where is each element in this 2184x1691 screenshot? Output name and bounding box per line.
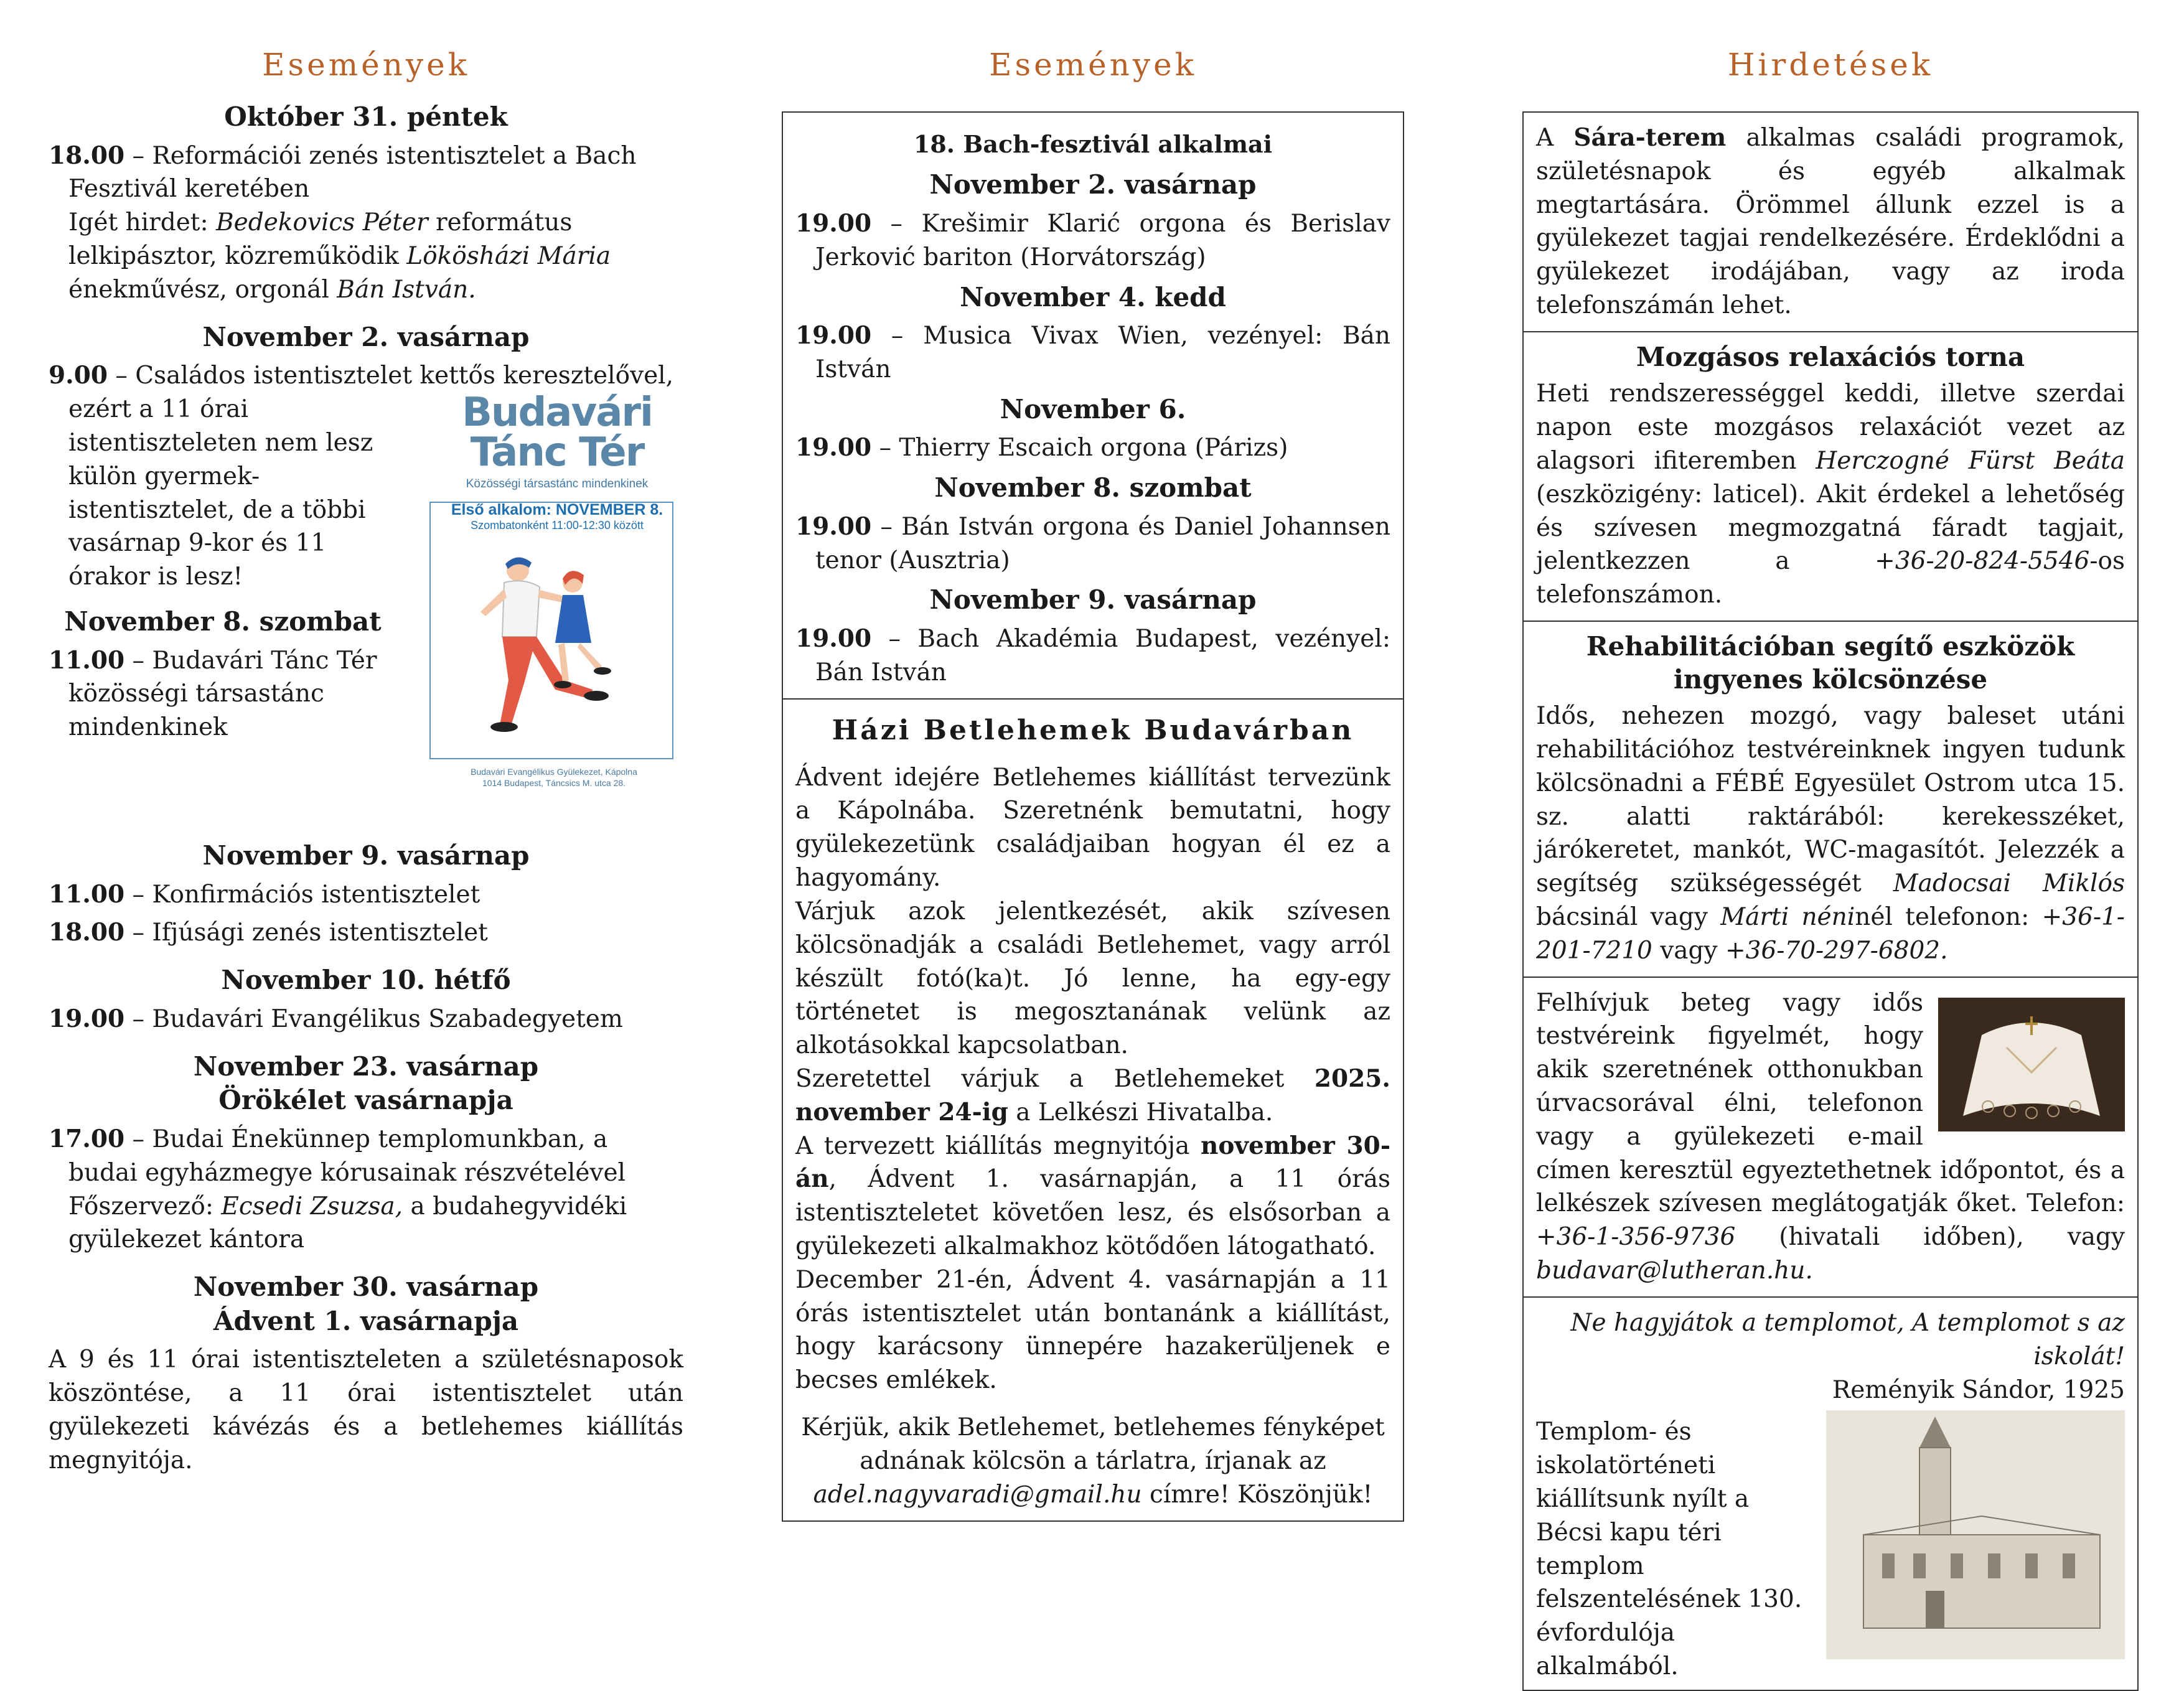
paragraph: December 21-én, Ádvent 4. vasárnapján a 11 órás istentisztelet után bontanánk a kiállítást, hogy karácsony ünnepére hazakerüljenek e becses emlékek. [795,1265,1390,1395]
event-entry: 19.00 – Krešimir Klarić orgona és Berislav Jerković bariton (Horvátország) [795,208,1391,271]
church-building [1863,1535,2100,1628]
events-column-middle [782,44,1404,1522]
person: Herczogné Fürst Beáta [1816,447,2125,475]
event-time: 11.00 [49,879,125,909]
event-time: 19.00 [795,208,872,238]
day-heading: November 9. vasárnap [202,840,530,871]
opening-date: november 30-án [795,1131,1390,1194]
events-column-left [49,44,683,1478]
event-paragraph: A 9 és 11 órai istentiszteleten a születésnaposok köszöntése, a 11 órai istentisztelet után gyülekezeti kávézás és a betlehemes kiállítás megnyitója. [49,1346,683,1474]
quote [1536,1306,2125,1374]
email-link[interactable]: adel.nagyvaradi@gmail.hu [813,1480,1142,1509]
event-entry [49,139,683,307]
poster-time: Szombatonként 11:00-12:30 között [471,518,644,532]
poster-footer [417,766,691,789]
event-person: Lökösházi Mária [406,242,611,271]
text: vagy [1652,936,1725,965]
quote-text: Ne hagyjátok a templomot, A templomot s az iskolát! [1570,1308,2125,1370]
text: A tervezett kiállítás megnyitója [795,1131,1201,1160]
day-heading: November 4. kedd [960,281,1226,312]
event-text: Családos istentisztelet kettős keresztelővel, [135,362,674,390]
event-entry [49,359,683,393]
event-time: 18.00 [49,918,125,947]
day-heading [49,1050,683,1118]
event-time: 19.00 [795,624,872,653]
event-text: Bán István orgona és Daniel Johannsen tenor (Ausztria) [815,512,1390,574]
dance-section [49,390,683,825]
dance-text [49,393,397,749]
window [2063,1553,2075,1578]
event-person: Bán István. [337,275,476,304]
event-dash: – [124,1005,152,1033]
communion-section [1524,977,2137,1296]
heading-line: Rehabilitációban segítő eszközök [1586,631,2075,662]
paragraph [1536,121,2125,322]
event-detail: a budahegyvidéki gyülekezet kántora [68,1192,627,1254]
person: Madocsai Miklós [1893,869,2125,898]
poster-title: Budavári Tánc Tér [462,390,652,476]
event-text: Ifjúsági zenés istentisztelet [152,919,488,947]
text: a Lelkészi Hivatalba. [1008,1098,1273,1127]
text: -os telefonszámon. [1536,547,2125,609]
man-trousers-left [500,637,537,724]
paragraph [795,1411,1390,1511]
window [1951,1553,1963,1578]
event-time: 17.00 [49,1124,125,1153]
communion-cloth-photo [1938,998,2125,1131]
phone: +36-1-356-9736 [1536,1223,1736,1252]
event-time: 19.00 [795,433,872,462]
poster-footer-line: 1014 Budapest, Táncsics M. utca 28. [482,778,626,789]
dancers-illustration [431,503,672,758]
event-entry [49,916,683,950]
day-date: November 23. vasárnap [193,1051,539,1082]
day-heading: Október 31. péntek [224,101,508,132]
event-detail: énekművész, orgonál [68,275,337,304]
event-text: Budavári Tánc Tér közösségi társastánc mindenkinek [68,646,377,742]
event-entry [49,1003,683,1036]
paragraph: Templom- és iskolatörténeti kiállítsunk nyílt a Bécsi kapu téri templom felszentelésének 130. évfordulója alkalmából. [1536,1418,1802,1680]
event-time: 19.00 [795,321,872,350]
section-heading: Mozgásos relaxációs torna [1636,341,2025,372]
events-box [782,111,1404,1522]
paragraph [1536,377,2125,612]
event-time: 11.00 [49,645,125,675]
poster-subtitle: Közösségi társastánc mindenkinek [466,477,649,491]
section-heading [1536,630,2125,696]
event-text: Reformációi zenés istentisztelet a Bach Fesztivál keretében [68,141,637,204]
paragraph: Ádvent idejére Betlehemes kiállítást tervezünk a Kápolnába. Szeretnénk bemutatni, hogy gyülekezetünk családjaiban hogyan él ez a hagyomány. [795,763,1390,892]
event-dash: – [124,880,152,909]
event-dash: – [124,646,152,675]
section-heading: 18. Bach-fesztivál alkalmai [913,130,1273,158]
email-link[interactable]: budavar@lutheran.hu. [1536,1257,1813,1285]
event-dash: – [124,141,152,170]
dance-poster [417,390,697,822]
event-text: Thierry Escaich orgona (Párizs) [899,434,1288,462]
event-text: Krešimir Klarić orgona és Berislav Jerković bariton (Horvátország) [815,209,1391,271]
woman-dress [555,595,591,643]
day-heading: November 10. hétfő [221,965,511,996]
man-shoe [490,722,518,732]
event-text: Musica Vivax Wien, vezényel: Bán István [815,322,1391,384]
day-heading [49,1270,683,1338]
column-title: Hirdetések [1727,47,1934,83]
paragraph: Várjuk azok jelentkezését, akik szívesen kölcsönadják a családi Betlehemet, vagy arról készült fotó(ka)t. Jó lenne, ha egy-egy történetet is megosztanának velünk az alkotásokkal kapcsolatban. [795,897,1390,1060]
text: Kérjük, akik Betlehemet, betlehemes fényképet adnának kölcsön a tárlatra, írjanak az [801,1413,1385,1475]
rehab-section [1524,621,2137,977]
phone: +36-1-201-7210 [1536,902,2125,965]
man-arm [538,590,565,602]
poster-footer-line: Budavári Evangélikus Gyülekezet, Kápolna [471,767,637,777]
day-heading: November 6. [1000,393,1186,424]
event-person: Ecsedi Zsuzsa, [221,1192,403,1220]
announcements-box [1522,111,2139,1691]
event-entry [49,644,397,744]
relaxation-section [1524,331,2137,621]
event-entry: 19.00 – Musica Vivax Wien, vezényel: Bán István [795,321,1391,384]
text: nél telefonon: [1855,902,2042,931]
text: alkalmas családi programok, születésnapok és egyéb alkalmak megtartására. Örömmel állunk ezzel is a gyülekezet tagjai rendelkezésére. Érdeklődni a gyülekezet irodájában, vagy az iroda telefonszámán lehet. [1536,124,2125,320]
person: Márti néni [1720,902,1855,931]
day-subtitle: Ádvent 1. vasárnapja [213,1305,519,1336]
day-heading: November 9. vasárnap [929,584,1257,616]
announcements-column [1522,44,2139,1691]
paragraph [795,1062,1390,1130]
bach-festival-section [783,113,1403,698]
text: (eszközigény: laticel). Akit érdekel a lehetőség és szívesen megmozgatná fáradt tagjait, jelentkezzen a [1536,480,2125,576]
man-shoe-2 [584,691,609,701]
text: , Ádvent 1. vasárnapján, a 11 órás istentiszteletet követően lesz, és elsősorban a gyülekezeti alkalmakhoz kötődően látogatható. [795,1165,1390,1261]
window [2025,1553,2038,1578]
phone: +36-70-297-6802. [1725,936,1948,965]
event-entry [49,1123,683,1257]
exhibition-section [1524,1296,2137,1690]
event-text: Budai Énekünnep templomunkban, a budai egyházmegye kórusainak részvételével [68,1125,626,1187]
event-person: Bedekovics Péter [216,208,428,237]
church-drawing [1826,1410,2125,1659]
woman-shoe-2 [594,667,611,675]
text: Idős, nehezen mozgó, vagy baleset utáni rehabilitációhoz testvéreinknek ingyen tudunk kölcsönadni a FÉBÉ Egyesület Ostrom utca 15. sz. alatti raktárából: kerekesszéket, járókeretet, mankót, WC-magasítót. Jelezzék a segítség szükségességét [1536,702,2125,898]
paragraph [795,1130,1390,1263]
phone: +36-20-824-5546 [1875,547,2090,576]
column-title: Események [261,47,471,83]
day-heading: November 2. vasárnap [929,169,1257,200]
event-dash: – [124,919,152,947]
day-heading: November 8. szombat [934,472,1252,504]
event-text: Budavári Evangélikus Szabadegyetem [152,1005,623,1033]
event-entry [49,878,683,912]
sara-room-section [1524,113,2137,331]
paragraph [1536,700,2125,968]
event-entry: 19.00 – Bach Akadémia Budapest, vezényel: Bán István [795,624,1390,686]
column-title: Események [988,47,1197,83]
betlehem-section [783,698,1403,1520]
event-detail: református lelkipásztor, közreműködik [68,208,573,271]
room-name: Sára-terem [1573,123,1727,152]
event-detail: Főszervező: [68,1192,222,1220]
text: Felhívjuk beteg vagy idős testvéreink figyelmét, hogy akik szeretnének otthonukban úrvacsorával élni, telefonon vagy a gyülekezeti e-mail címen keresztül egyeztethetnek időpontot, és a lelkészek szívesen meglátogatják őket. Telefon: [1536,988,2125,1218]
event-dash: – [108,362,136,390]
event-time: 18.00 [49,141,125,170]
day-subtitle: Örökélet vasárnapja [218,1085,513,1116]
event-time: 9.00 [49,361,108,390]
day-heading: November 2. vasárnap [202,321,530,352]
heading-line: ingyenes kölcsönzése [1673,663,1988,695]
man-shirt [502,581,540,637]
poster-first-date: Első alkalom: NOVEMBER 8. [451,500,663,518]
cloth [1963,1023,2100,1116]
day-heading: November 8. szombat [64,606,382,637]
window [1913,1553,1926,1578]
section-heading: Házi Betlehemek Budavárban [832,714,1354,746]
event-entry: 19.00 – Thierry Escaich orgona (Párizs) [795,433,1288,462]
poster-frame [429,502,673,759]
window [1882,1553,1895,1578]
event-dash: – [124,1125,152,1153]
text: A [1536,124,1574,152]
text: (hivatali időben), vagy [1735,1223,2125,1252]
text: Heti rendszerességgel keddi, illetve szerdai napon este mozgásos relaxációt vezet az alagsori ifiteremben [1536,380,2125,475]
woman-shoe [554,681,571,688]
quote-author: Reményik Sándor, 1925 [1832,1375,2125,1404]
event-time: 19.00 [49,1004,125,1033]
event-text: Bach Akadémia Budapest, vezényel: Bán István [815,625,1390,686]
deadline: 2025. november 24-ig [795,1064,1390,1127]
event-text: Konfirmációs istentisztelet [152,880,480,909]
window [1988,1553,2000,1578]
text: Szeretettel várjuk a Betlehemeket [795,1064,1315,1093]
event-continuation: ezért a 11 órai istentiszteleten nem lesz külön gyermek-istentisztelet, de a többi vasárnap 9-kor és 11 órakor is lesz! [68,395,373,591]
event-entry: 19.00 – Bán István orgona és Daniel Johannsen tenor (Ausztria) [795,512,1390,574]
text: címre! Köszönjük! [1141,1480,1373,1509]
text: bácsinál vagy [1536,902,1721,931]
event-detail: Igét hirdet: [68,208,217,237]
woman-leg-2 [578,643,602,671]
event-time: 19.00 [795,512,872,541]
church-door [1926,1591,1944,1628]
day-date: November 30. vasárnap [193,1272,539,1303]
